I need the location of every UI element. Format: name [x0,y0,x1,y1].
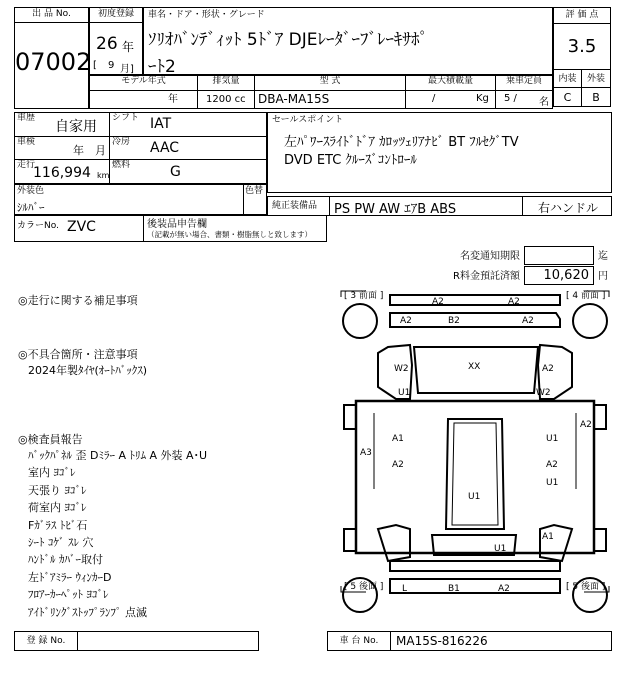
mileage-label: 走行 [17,160,36,170]
ac-cell [110,137,266,160]
color-block [14,184,267,215]
score-label: 評 価 点 [554,10,610,24]
corner-bl-label: [ 5 後面 ] [344,582,384,592]
defects-title: ◎不具合箇所・注意事項 [18,348,138,361]
interior-label: 内装 [554,69,582,87]
damage-mark: A2 [400,316,412,326]
shift: IAT [150,116,172,132]
history-cell [15,113,110,137]
car-name-label: 車名・ドア・形状・グレード [148,10,265,20]
corner-tr-label: [ 4 前面 ] [566,291,606,301]
inspection-cell [15,137,110,160]
steering: 右ハンドル [538,201,599,215]
spec-row [89,75,553,109]
corner-tl-label: [ 3 前面 ] [344,291,384,301]
car-name-line2: ｰﾄ2 [148,57,176,77]
first-reg-year-unit: 年 [122,40,135,54]
repaint-label: 色替 [245,186,264,196]
ac-label: 冷房 [112,137,131,147]
history: 自家用 [55,119,97,135]
inspector-line: 室内 ﾖｺﾞﾚ [28,466,76,480]
recycle-field [524,266,594,285]
model-code: DBA-MA15S [255,91,406,108]
reg-no-divider [77,632,78,650]
inspector-line: ﾌﾛｱｰｶｰﾍﾟｯﾄ ﾖｺﾞﾚ [28,588,109,602]
repaint-divider [243,185,244,214]
lot-no: 07002 [15,48,92,76]
first-reg-label: 初度登録 [90,9,142,23]
equipment-box [267,196,612,216]
damage-mark: L [402,584,408,594]
damage-mark: A1 [542,532,554,542]
inspector-report [28,447,328,621]
interior-grade: C [554,87,582,106]
score-box [553,7,611,107]
history-label: 車歴 [17,113,36,123]
model-code-label: 型 式 [255,76,406,91]
damage-mark: B1 [448,584,460,594]
damage-mark: U1 [546,434,559,444]
first-reg-month: 9 [108,60,115,71]
first-reg-year: 26 [96,34,118,54]
inspector-line: ﾊﾞｯｸﾊﾟﾈﾙ 歪 Dﾐﾗｰ A ﾄﾘﾑ A 外装 A･U [28,449,208,462]
equipment-label: 純正装備品 [272,201,318,211]
damage-mark: A1 [392,434,404,444]
damage-mark: W2 [394,364,409,374]
inspector-line: ｱｲﾄﾞﾘﾝｸﾞｽﾄｯﾌﾟﾗﾝﾌﾟ 点滅 [28,605,147,619]
lot-no-label: 出 品 No. [15,9,88,23]
chassis-box [327,631,612,651]
shift-label: シフト [112,113,140,123]
recycle-label: R料金預託済額 [453,271,520,282]
damage-mark: U1 [398,388,411,398]
reg-no-box [14,631,259,651]
first-reg-box [89,7,143,75]
shift-cell [110,113,266,137]
reg-no-label: 登 録 No. [26,636,66,646]
inspector-line: ﾊﾝﾄﾞﾙ ｶﾊﾞｰ取付 [28,553,103,567]
lot-no-box [14,7,92,109]
inspector-line: Fｶﾞﾗｽ ﾄﾋﾞ石 [28,518,88,532]
damage-mark: A2 [522,316,534,326]
chassis-divider [390,632,391,650]
damage-mark: W2 [536,388,551,398]
displacement-label: 排気量 [198,76,255,91]
color-no-divider [143,216,144,241]
capacity: 5 / [504,93,517,104]
damage-diagram [338,289,612,627]
car-name-box [143,7,553,75]
sales-points-line1: 左ﾊﾟﾜｰｽﾗｲﾄﾞﾄﾞｱ ｶﾛｯﾂｪﾘｱﾅﾋﾞ BT ﾌﾙｾｸﾞTV [284,135,519,150]
inspection-month: 月 [95,144,106,157]
recycle-amount: 10,620 [543,268,589,283]
exterior-color: ｼﾙﾊﾞｰ [17,201,45,214]
damage-mark: A2 [542,364,554,374]
damage-mark: A2 [498,584,510,594]
aftermarket-note: （記載が無い場合、書類・樹脂無しと致します） [147,230,312,239]
aftermarket-label: 後装品申告欄 [147,219,207,230]
color-no-block [14,215,327,242]
exterior-grade: B [582,87,610,106]
damage-mark: A2 [432,297,444,307]
vehicle-info-block [14,112,267,184]
car-name-line1: ｿﾘｵﾊﾞﾝﾃﾞｨｯﾄ 5ﾄﾞｱ DJEﾚｰﾀﾞｰﾌﾞﾚｰｷｻﾎﾟ [148,30,428,50]
damage-mark: A2 [580,420,592,430]
ac: AAC [150,140,180,156]
damage-mark: A3 [360,448,372,458]
damage-mark: U1 [468,492,481,502]
driving-notes-title: ◎走行に関する補足事項 [18,294,138,307]
exterior-color-label: 外装色 [17,186,45,196]
notice-label: 名変通知期限 [460,251,520,262]
color-no: ZVC [67,219,96,235]
inspector-line: 荷室内 ﾖｺﾞﾚ [28,501,87,515]
fuel-label: 燃料 [112,160,131,170]
steering-divider [522,197,523,215]
damage-mark: B2 [448,316,460,326]
notice-field [524,246,594,265]
chassis-label: 車 台 No. [339,636,379,646]
model-year-unit: 年 [90,91,198,108]
equipment-divider [329,197,330,215]
inspector-line: 天張り ﾖｺﾞﾚ [28,483,87,497]
inspector-title: ◎検査員報告 [18,433,83,446]
capacity-label: 乗車定員 [496,76,552,91]
first-reg-month-close: 月] [120,64,134,75]
score-value: 3.5 [567,36,597,57]
max-load-sep: / [432,93,436,104]
corner-br-label: [ 5 後面 ] [566,582,606,592]
max-load-cell [406,91,496,108]
capacity-cell [496,91,552,108]
displacement: 1200 cc [198,91,255,108]
damage-mark: U1 [546,478,559,488]
max-load-unit: Kg [476,93,489,104]
color-no-label: カラーNo. [17,221,59,231]
sales-points-label: セールスポイント [272,115,344,125]
sales-points-box [267,112,612,193]
damage-mark: A2 [508,297,520,307]
mileage: 116,994 [33,165,91,181]
car-outline [341,291,609,612]
chassis-no: MA15S-816226 [396,634,488,648]
notice-unit: 迄 [598,251,608,262]
inspector-line: ｼｰﾄ ｺｹﾞ ｽﾚ 穴 [28,536,94,550]
damage-mark: A2 [392,460,404,470]
capacity-unit: 名 [539,97,549,108]
sales-points-line2: DVD ETC ｸﾙｰｽﾞｺﾝﾄﾛｰﾙ [284,153,417,168]
damage-diagram-svg [338,289,612,627]
mileage-cell [15,160,110,183]
inspector-line: 左ﾄﾞｱﾐﾗｰ ｳｨﾝｶｰD [28,570,112,584]
defects-line1: 2024年製ﾀｲﾔ(ｵｰﾄﾊﾞｯｸｽ) [28,364,148,377]
first-reg-month-open: [ [93,60,97,71]
mileage-unit: km [97,171,110,180]
model-year-label: モデル年式 [90,76,198,91]
fuel-cell [110,160,266,183]
recycle-unit: 円 [598,271,608,282]
damage-mark: U1 [494,544,507,554]
damage-mark: XX [468,362,481,372]
max-load-label: 最大積載量 [406,76,496,91]
fuel: G [170,164,181,180]
exterior-label: 外装 [582,69,610,87]
damage-mark: A2 [546,460,558,470]
inspection-label: 車検 [17,137,36,147]
inspection-year: 年 [73,144,84,157]
equipment-items: PS PW AW ｴｱB ABS [334,202,457,217]
